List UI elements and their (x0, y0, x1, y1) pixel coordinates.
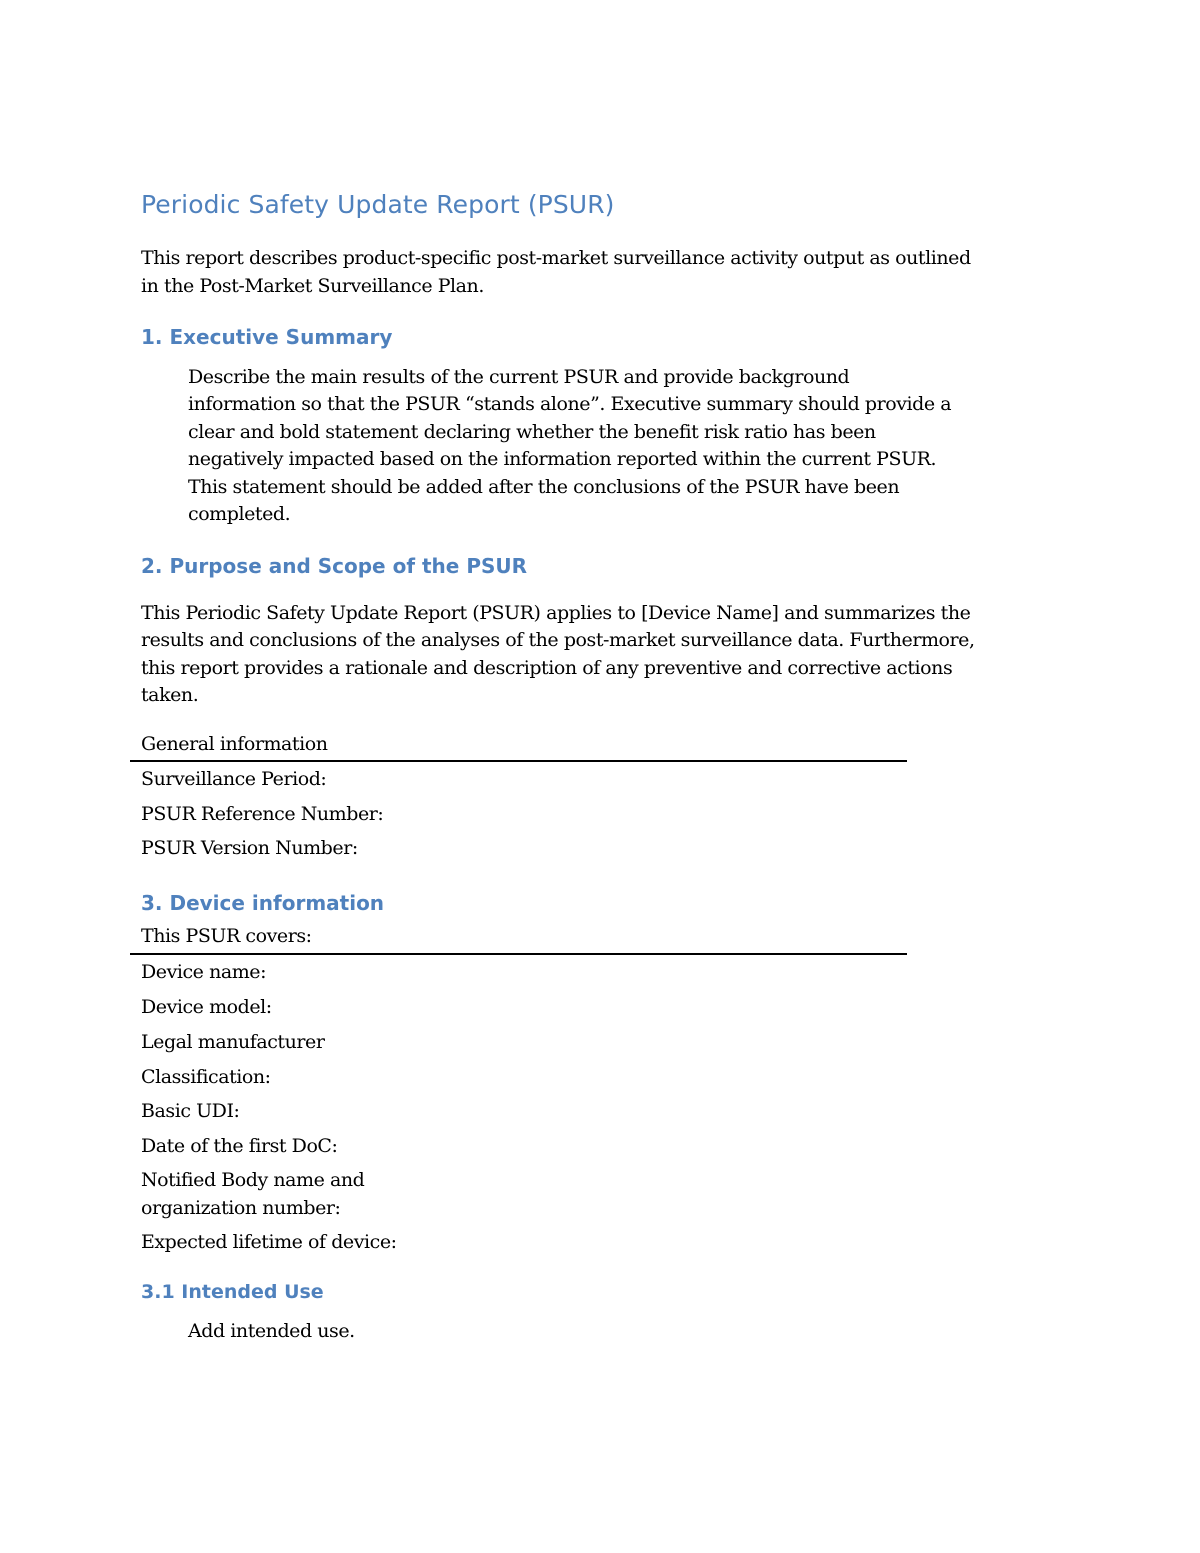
device-table-header: This PSUR covers: (141, 925, 312, 947)
purpose-scope-line: results and conclusions of the analyses of the post-market surveillance data. Furthermore, (141, 629, 975, 651)
heading-executive-summary: 1. Executive Summary (141, 325, 393, 349)
device-info-row: organization number: (141, 1197, 341, 1219)
executive-summary-line: completed. (188, 503, 291, 525)
purpose-scope-line: This Periodic Safety Update Report (PSUR) applies to [Device Name] and summarizes the (141, 602, 971, 624)
device-info-row: Notified Body name and (141, 1169, 365, 1191)
general-info-row: PSUR Version Number: (141, 837, 358, 859)
executive-summary-line: information so that the PSUR “stands alone”. Executive summary should provide a (188, 393, 952, 415)
device-info-row: Expected lifetime of device: (141, 1231, 397, 1253)
device-info-row: Basic UDI: (141, 1100, 240, 1122)
device-info-row: Classification: (141, 1066, 271, 1088)
general-info-divider (130, 760, 907, 762)
device-info-row: Device model: (141, 996, 272, 1018)
executive-summary-line: This statement should be added after the conclusions of the PSUR have been (188, 476, 900, 498)
general-info-row: Surveillance Period: (141, 768, 327, 790)
heading-intended-use: 3.1 Intended Use (141, 1281, 324, 1303)
executive-summary-line: negatively impacted based on the information reported within the current PSUR. (188, 448, 937, 470)
document-title: Periodic Safety Update Report (PSUR) (141, 190, 615, 219)
executive-summary-line: clear and bold statement declaring whether the benefit risk ratio has been (188, 421, 876, 443)
intended-use-text: Add intended use. (188, 1320, 355, 1342)
intro-line-1: This report describes product-specific post-market surveillance activity output as outlined (141, 247, 971, 269)
device-info-row: Legal manufacturer (141, 1031, 325, 1053)
device-table-divider (130, 953, 907, 955)
purpose-scope-line: this report provides a rationale and description of any preventive and corrective actions (141, 657, 953, 679)
heading-device-information: 3. Device information (141, 891, 385, 915)
device-info-row: Device name: (141, 961, 267, 983)
executive-summary-line: Describe the main results of the current PSUR and provide background (188, 366, 850, 388)
intro-line-2: in the Post-Market Surveillance Plan. (141, 275, 484, 297)
heading-purpose-scope: 2. Purpose and Scope of the PSUR (141, 554, 528, 578)
device-info-row: Date of the first DoC: (141, 1135, 338, 1157)
general-info-row: PSUR Reference Number: (141, 803, 384, 825)
general-info-header: General information (141, 733, 328, 755)
purpose-scope-line: taken. (141, 684, 199, 706)
